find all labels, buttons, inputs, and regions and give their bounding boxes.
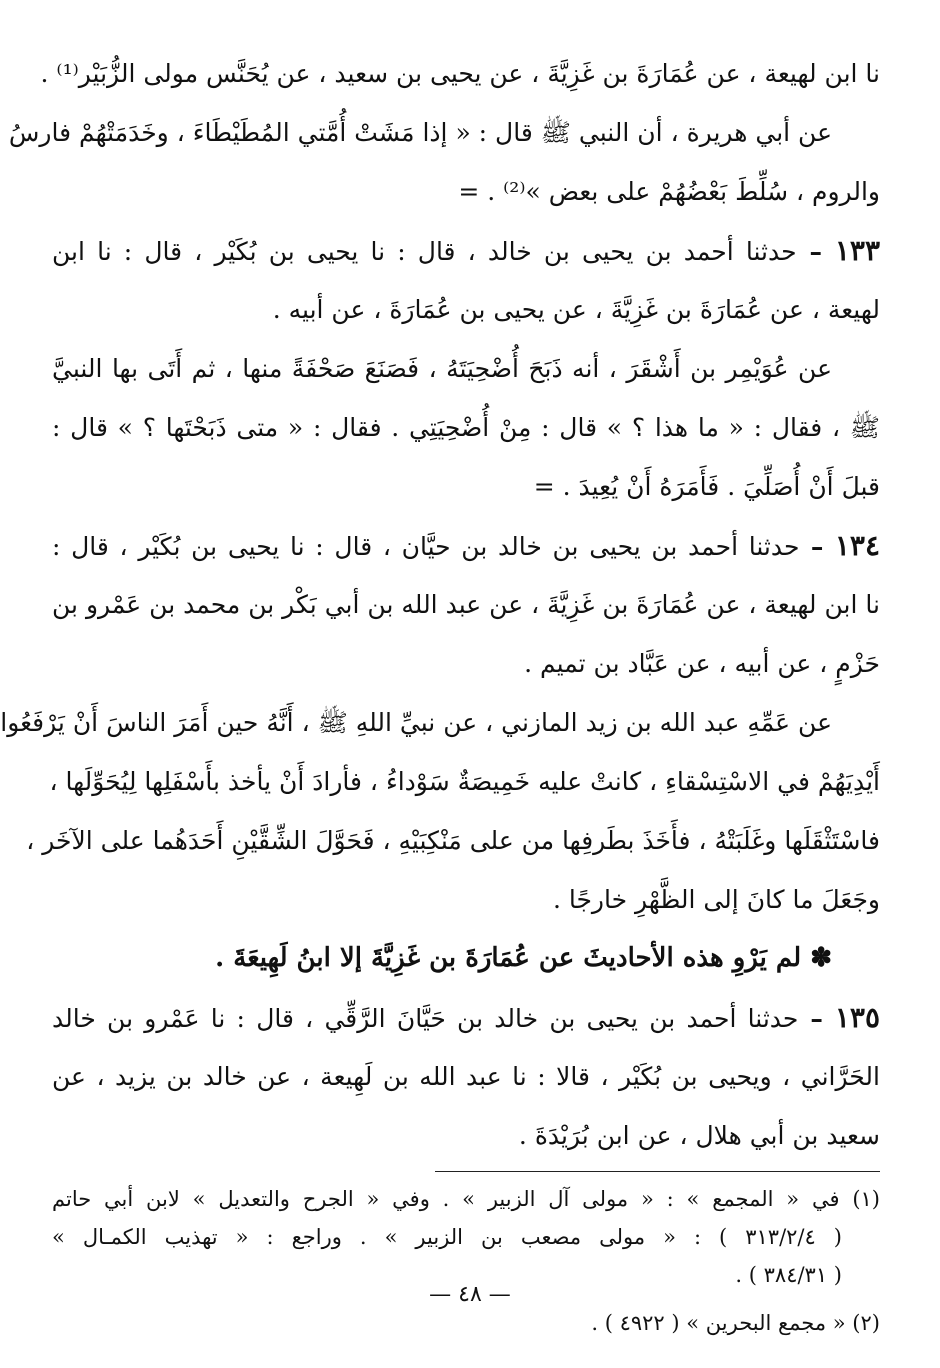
page-body (0, 44, 880, 1342)
hadith-133-line: ١٣٣ – حدثنا أحمد بن يحيى بن خالد ، قال : نا يحيى بن بُكَيْر ، قال : نا ابن (52, 234, 880, 267)
text-line: ﷺ ، فقال : « ما هذا ؟ » قال : مِنْ أُضْحِيَتِي . فقال : « متى ذَبَحْتَها ؟ » قال : (52, 413, 880, 442)
footnote-1-cont: ( ٣١٣/٢/٤ ) : « مولى مصعب بن الزبير » . وراجع : « تهذيب الكمـال » (52, 1225, 842, 1249)
hadith-number: ١٣٥ (834, 1001, 880, 1034)
text-line: لهيعة ، عن عُمَارَةَ بن غَزِيَّةَ ، عن يحيى بن عُمَارَةَ ، عن أبيه . (272, 295, 880, 324)
text-line: نا ابن لهيعة ، عن عُمَارَةَ بن غَزِيَّةَ ، عن يحيى بن سعيد ، عن يُحَنَّس مولى الزُّبَيْر⁽¹⁾ . (40, 59, 880, 88)
page-number: — ٤٨ — (429, 1282, 511, 1307)
text-line: عن أبي هريرة ، أن النبي ﷺ قال : « إذا مَشَتْ أُمَّتي المُطَيْطَاءَ ، وخَدَمَتْهُمْ فارسُ (8, 118, 832, 147)
text-line: عن عُوَيْمِر بن أَشْقَرَ ، أنه ذَبَحَ أُضْحِيَتَهُ ، فَصَنَعَ صَحْفَةً منها ، ثم أَتَى بها النبيَّ (52, 354, 832, 383)
text-line: الحَرَّاني ، ويحيى بن بُكَيْر ، قالا : نا عبد الله بن لَهِيعة ، عن خالد بن يزيد ، عن (52, 1062, 880, 1091)
text-line: حدثنا أحمد بن يحيى بن خالد بن حيَّان ، قال : نا يحيى بن بُكَيْر ، قال : (52, 532, 800, 561)
hadith-134-line: ١٣٤ – حدثنا أحمد بن يحيى بن خالد بن حيَّان ، قال : نا يحيى بن بُكَيْر ، قال : (52, 529, 880, 562)
hadith-135-line: ١٣٥ – حدثنا أحمد بن يحيى بن خالد بن حَيَّانَ الرَّقِّي ، قال : نا عَمْرو بن خالد (52, 1001, 880, 1034)
footnote-2: (٢) « مجمع البحرين » ( ٤٩٢٢ ) . (591, 1311, 880, 1335)
text-line: حدثنا أحمد بن يحيى بن خالد بن حَيَّانَ الرَّقِّي ، قال : نا عَمْرو بن خالد (52, 1004, 799, 1033)
text-line: قبلَ أَنْ أُصَلِّيَ . فَأَمَرَهُ أَنْ يُعِيدَ . = (533, 472, 880, 501)
text-line: والروم ، سُلِّطَ بَعْضُهُمْ على بعض »⁽²⁾ . = (458, 177, 880, 206)
text-line: وجَعَلَ ما كانَ إلى الظَّهْرِ خارجًا . (552, 885, 880, 914)
hadith-number: ١٣٤ (834, 529, 880, 562)
section-note-heading: ✽ لم يَرْوِ هذه الأحاديثَ عن عُمَارَةَ بن غَزِيَّةَ إلا ابنُ لَهِيعَةَ . (215, 943, 832, 973)
text-line: سعيد بن أبي هلال ، عن ابن بُرَيْدَةَ . (518, 1121, 880, 1150)
text-line: نا ابن لهيعة ، عن عُمَارَةَ بن غَزِيَّةَ ، عن عبد الله بن أبي بَكْر بن محمد بن عَمْرو بن (52, 590, 880, 619)
text-line: عن عَمِّهِ عبد الله بن زيد المازني ، عن نبيِّ اللهِ ﷺ ، أَنَّهُ حين أَمَرَ الناسَ أَنْ يَرْفَعُوا (0, 708, 832, 737)
text-line: حدثنا أحمد بن يحيى بن خالد ، قال : نا يحيى بن بُكَيْر ، قال : نا ابن (52, 237, 797, 266)
text-line: أَيْدِيَهُمْ في الاسْتِسْقاءِ ، كانتْ عليه خَمِيصَةٌ سَوْداءُ ، فأرادَ أَنْ يأخذ بأَسْفَلِها لِيُحَوِّلَها ، (49, 767, 880, 796)
hadith-number: ١٣٣ (834, 234, 880, 267)
text-line: حَزْمٍ ، عن أبيه ، عن عَبَّاد بن تميم . (524, 649, 880, 678)
text-line: فاسْتَثْقَلَها وغَلَبَتْهُ ، فأَخَذَ بطَرفِها من على مَنْكِبَيْهِ ، فَحَوَّلَ الشِّقَّيْنِ أَحَدَهُما على الآخَر ، (26, 826, 880, 855)
footnote-1: (١) في « المجمع » : « مولى آل الزبير » . وفي « الجرح والتعديل » لابن أبي حاتم (52, 1187, 880, 1211)
footnote-1-cont: ( ٣٨٤/٣١ ) . (735, 1263, 842, 1287)
footnote-divider (435, 1171, 880, 1172)
